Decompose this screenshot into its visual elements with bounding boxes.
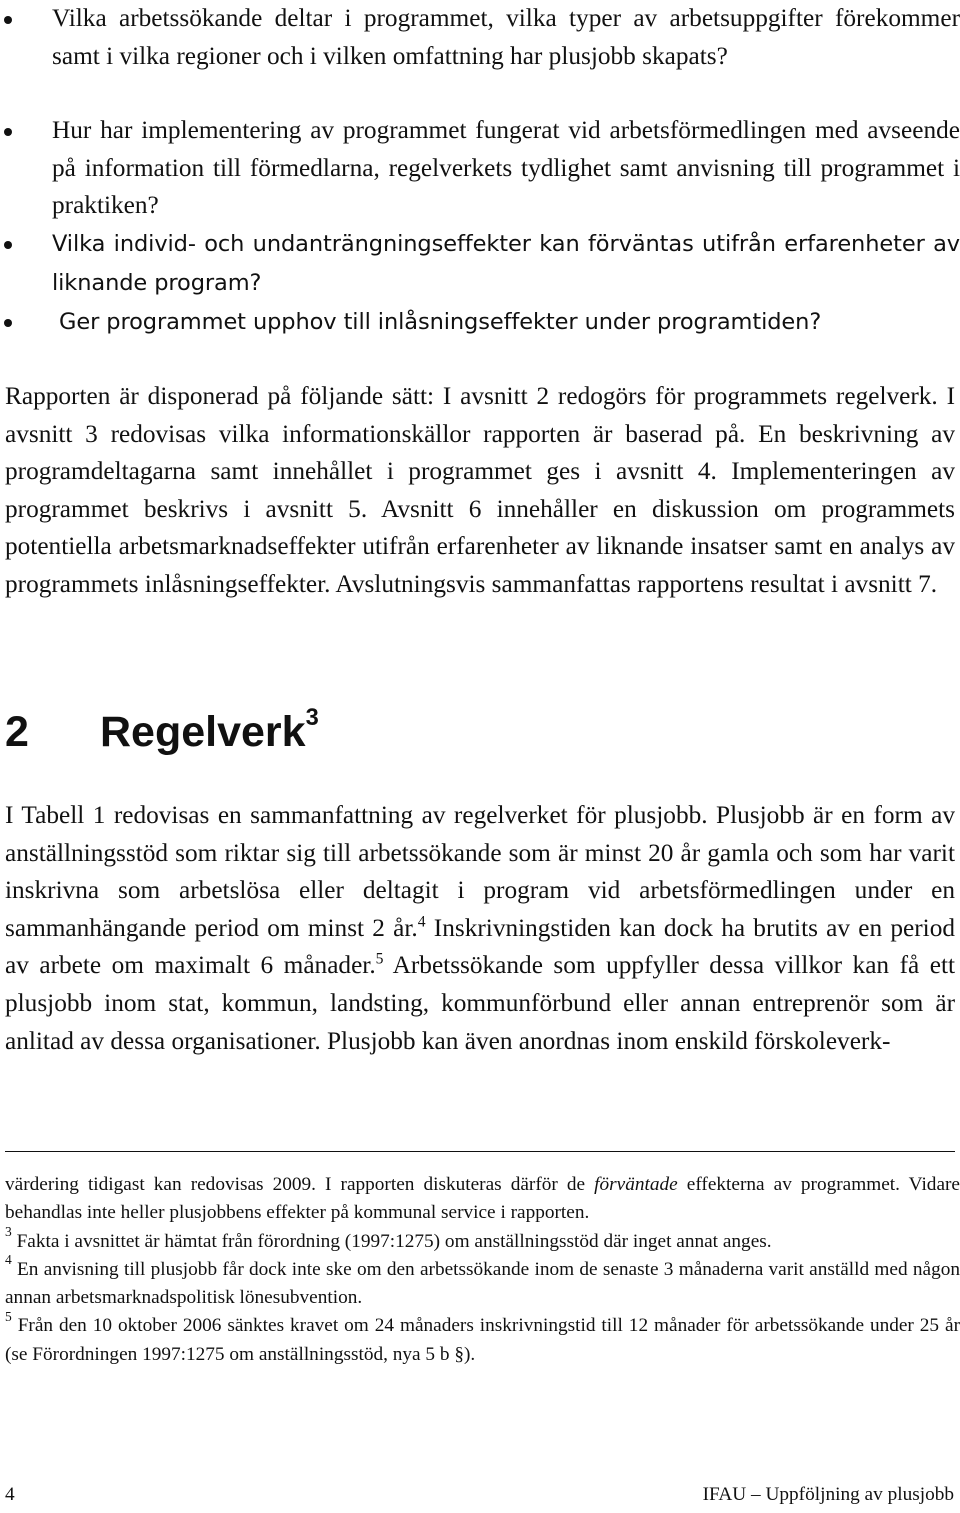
footnote-number: 3 [5, 1224, 12, 1240]
bullet-text: Vilka individ- och undanträngningseffekter kan förväntas utifrån erfarenheter av liknande program? [52, 231, 960, 296]
footnote [5, 1252, 960, 1313]
list-item [0, 112, 960, 225]
footnote-divider [5, 1151, 955, 1152]
paragraph-text: I Tabell 1 redovisas en sammanfattning av regelverket för plusjobb. Plusjobb är en form av anställningsstöd som riktar sig till arbetssökande som är minst 20 år gamla och som har varit inskrivna som arbetslösa eller deltagit i program vid arbetsförmedlingen under en sammanhängande period om minst 2 år. [5, 801, 955, 942]
footnote-number: 4 [5, 1252, 12, 1268]
footnote-number: 5 [5, 1309, 12, 1325]
footnote-continued [5, 1171, 960, 1228]
footnote-ref[interactable]: 4 [417, 913, 426, 931]
bullet-icon [4, 241, 12, 249]
footnote-text: Från den 10 oktober 2006 sänktes kravet om 24 månaders inskrivningstid till 12 månader för arbetssökande under 25 år (se Förordningen 1997:1275 om anställningsstöd, nya 5 b §). [5, 1315, 960, 1365]
footnote-emphasis: förväntade [594, 1174, 678, 1195]
bullet-icon [4, 16, 12, 24]
bullet-text: Hur har implementering av programmet fungerat vid arbetsförmedlingen med avseende på information till förmedlarna, regelverkets tydlighet samt anvisning till programmet i praktiken? [52, 116, 960, 219]
bullet-text: Vilka arbetssökande deltar i programmet, vilka typer av arbetsuppgifter förekommer samt i vilka regioner och i vilken omfattning har plusjobb skapats? [52, 4, 960, 70]
section-heading [5, 700, 319, 764]
section-title: Regelverk [100, 708, 306, 756]
list-item [0, 0, 960, 75]
footnote-text: värdering tidigast kan redovisas 2009. I rapporten diskuteras därför de [5, 1174, 595, 1195]
list-item [0, 225, 960, 302]
report-outline-paragraph: Rapporten är disponerad på följande sätt: I avsnitt 2 redogörs för programmets regelverk. I avsnitt 3 redovisas vilka informationskällor rapporten är baserad på. En beskrivning av programdeltagarna samt innehållet i programmet ges i avsnitt 4. Implementeringen av programmet beskrivs i avsnitt 5. Avsnitt 6 innehåller en diskussion om programmets potentiella arbetsmarknadseffekter utifrån erfarenheter av liknande insatser samt en analys av programmets inlåsningseffekter. Avslutningsvis sammanfattas rapportens resultat i avsnitt 7. [5, 382, 955, 598]
list-item [0, 303, 960, 342]
footnotes [5, 1171, 960, 1369]
footnote-ref[interactable]: 3 [305, 704, 319, 731]
paragraph-text: Arbetssökande som uppfyller dessa villkor kan få ett plusjobb inom stat, kommun, landsting, kommunförbund eller annan entreprenör som är anlitad av dessa organisationer. Plusjobb kan även anordnas inom enskild förskoleverk- [5, 951, 955, 1055]
section-number: 2 [5, 708, 29, 756]
bullet-text: Ger programmet upphov till inlåsningseffekter under programtiden? [59, 309, 822, 335]
bullet-icon [4, 128, 12, 136]
footnote [5, 1309, 960, 1369]
footnote-ref[interactable]: 5 [375, 950, 384, 968]
regelverk-paragraph [5, 797, 955, 1060]
footnote-text: effekterna av programmet. Vidare behandlas inte heller plusjobbens effekter på kommunal service i rapporten. [5, 1174, 960, 1224]
running-title: IFAU – Uppföljning av plusjobb [702, 1484, 954, 1505]
footnote [5, 1224, 960, 1256]
footnote-text: En anvisning till plusjobb får dock inte ske om den arbetssökande inom de senaste 3 månaderna varit anställd med någon annan arbetsmarknadspolitisk lönesubvention. [5, 1258, 960, 1309]
page-number: 4 [5, 1484, 15, 1505]
footnote-text: Fakta i avsnittet är hämtat från förordning (1997:1275) om anställningsstöd där inget annat anges. [11, 1230, 772, 1252]
paragraph-text: Inskrivningstiden kan dock ha brutits av en period av arbete om maximalt 6 månader. [5, 913, 955, 980]
bullet-icon [4, 319, 12, 327]
